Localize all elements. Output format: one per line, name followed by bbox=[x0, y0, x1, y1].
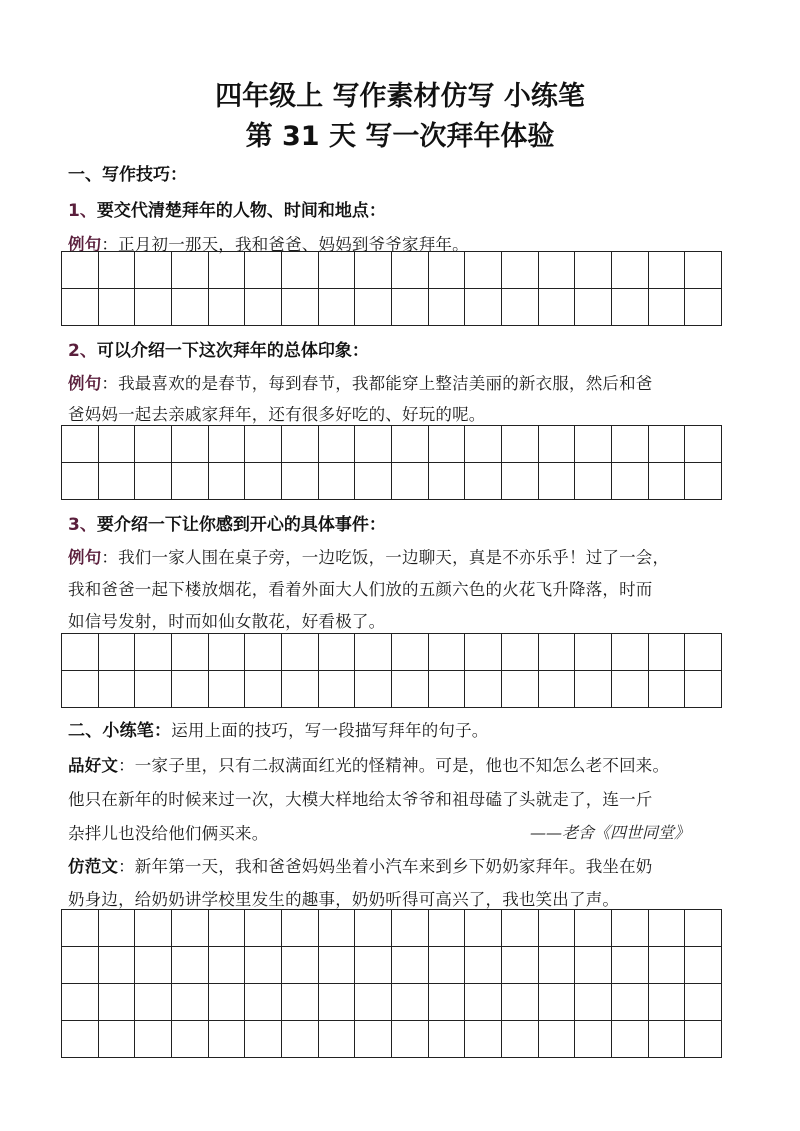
grid-cell[interactable] bbox=[539, 289, 576, 326]
grid-cell[interactable] bbox=[319, 426, 356, 463]
grid-cell[interactable] bbox=[245, 947, 282, 984]
writing-grid-4[interactable] bbox=[61, 909, 722, 1058]
tip2-example-text-1: ：我最喜欢的是春节，每到春节，我都能穿上整洁美丽的新衣服，然后和爸 bbox=[101, 374, 653, 393]
grid-cell[interactable] bbox=[209, 634, 246, 671]
grid-cell[interactable] bbox=[99, 910, 136, 947]
grid-cell[interactable] bbox=[245, 1021, 282, 1058]
grid-cell[interactable] bbox=[612, 289, 649, 326]
grid-cell[interactable] bbox=[502, 463, 539, 500]
grid-cell[interactable] bbox=[245, 426, 282, 463]
grid-cell[interactable] bbox=[575, 910, 612, 947]
grid-cell[interactable] bbox=[392, 426, 429, 463]
grid-row bbox=[62, 947, 722, 984]
grid-cell[interactable] bbox=[62, 463, 99, 500]
grid-cell[interactable] bbox=[319, 671, 356, 708]
grid-cell[interactable] bbox=[172, 463, 209, 500]
tip1-heading bbox=[68, 196, 386, 221]
grid-cell[interactable] bbox=[62, 1021, 99, 1058]
grid-cell[interactable] bbox=[465, 252, 502, 289]
grid-cell[interactable] bbox=[429, 463, 466, 500]
grid-cell[interactable] bbox=[245, 671, 282, 708]
section2-heading-line bbox=[68, 716, 489, 741]
grid-cell[interactable] bbox=[135, 984, 172, 1021]
grid-row bbox=[62, 289, 722, 326]
grid-cell[interactable] bbox=[685, 671, 722, 708]
grid-cell[interactable] bbox=[209, 947, 246, 984]
grid-cell[interactable] bbox=[685, 426, 722, 463]
grid-cell[interactable] bbox=[612, 1021, 649, 1058]
grid-cell[interactable] bbox=[429, 634, 466, 671]
grid-cell[interactable] bbox=[282, 252, 319, 289]
grid-cell[interactable] bbox=[649, 1021, 686, 1058]
grid-cell[interactable] bbox=[502, 1021, 539, 1058]
good-text-line-1 bbox=[68, 752, 669, 776]
grid-cell[interactable] bbox=[245, 910, 282, 947]
grid-cell[interactable] bbox=[649, 463, 686, 500]
grid-cell[interactable] bbox=[612, 426, 649, 463]
grid-cell[interactable] bbox=[502, 671, 539, 708]
grid-cell[interactable] bbox=[465, 671, 502, 708]
grid-cell[interactable] bbox=[465, 947, 502, 984]
grid-cell[interactable] bbox=[245, 289, 282, 326]
grid-cell[interactable] bbox=[685, 463, 722, 500]
grid-cell[interactable] bbox=[245, 463, 282, 500]
good-text-line-2: 他只在新年的时候来过一次，大模大样地给太爷爷和祖母磕了头就走了，连一斤 bbox=[68, 790, 653, 809]
grid-cell[interactable] bbox=[135, 947, 172, 984]
grid-row bbox=[62, 910, 722, 947]
grid-cell[interactable] bbox=[355, 252, 392, 289]
grid-cell[interactable] bbox=[649, 910, 686, 947]
grid-row bbox=[62, 463, 722, 500]
grid-cell[interactable] bbox=[612, 671, 649, 708]
grid-cell[interactable] bbox=[649, 984, 686, 1021]
grid-cell[interactable] bbox=[685, 947, 722, 984]
grid-cell[interactable] bbox=[612, 984, 649, 1021]
grid-cell[interactable] bbox=[319, 634, 356, 671]
grid-cell[interactable] bbox=[575, 671, 612, 708]
grid-cell[interactable] bbox=[502, 289, 539, 326]
grid-cell[interactable] bbox=[685, 984, 722, 1021]
grid-cell[interactable] bbox=[392, 463, 429, 500]
grid-cell[interactable] bbox=[209, 252, 246, 289]
grid-cell[interactable] bbox=[172, 947, 209, 984]
grid-cell[interactable] bbox=[612, 463, 649, 500]
grid-cell[interactable] bbox=[62, 252, 99, 289]
grid-cell[interactable] bbox=[99, 984, 136, 1021]
grid-cell[interactable] bbox=[429, 671, 466, 708]
grid-cell[interactable] bbox=[172, 910, 209, 947]
grid-cell[interactable] bbox=[392, 984, 429, 1021]
grid-cell[interactable] bbox=[429, 426, 466, 463]
grid-cell[interactable] bbox=[649, 252, 686, 289]
grid-cell[interactable] bbox=[355, 634, 392, 671]
grid-cell[interactable] bbox=[135, 252, 172, 289]
grid-cell[interactable] bbox=[319, 252, 356, 289]
grid-cell[interactable] bbox=[172, 984, 209, 1021]
tip3-text: 要介绍一下让你感到开心的具体事件： bbox=[96, 515, 386, 535]
grid-cell[interactable] bbox=[135, 289, 172, 326]
tip2-number: 2、 bbox=[68, 341, 97, 361]
grid-cell[interactable] bbox=[135, 426, 172, 463]
grid-cell[interactable] bbox=[355, 289, 392, 326]
section2-instruction: 运用上面的技巧，写一段描写拜年的句子。 bbox=[171, 721, 489, 740]
grid-cell[interactable] bbox=[685, 634, 722, 671]
tip3-example-line-2: 我和爸爸一起下楼放烟花，看着外面大人们放的五颜六色的火花飞升降落，时而 bbox=[68, 580, 653, 599]
grid-cell[interactable] bbox=[685, 289, 722, 326]
grid-cell[interactable] bbox=[539, 910, 576, 947]
writing-grid-2[interactable] bbox=[61, 425, 722, 500]
grid-cell[interactable] bbox=[649, 634, 686, 671]
grid-cell[interactable] bbox=[319, 947, 356, 984]
tip1-number: 1、 bbox=[68, 201, 97, 221]
tip3-heading bbox=[68, 510, 386, 535]
grid-cell[interactable] bbox=[649, 947, 686, 984]
grid-cell[interactable] bbox=[502, 426, 539, 463]
grid-cell[interactable] bbox=[99, 671, 136, 708]
section1-heading: 一、写作技巧： bbox=[68, 165, 187, 185]
tip3-example-line-1 bbox=[68, 544, 669, 568]
grid-cell[interactable] bbox=[539, 252, 576, 289]
good-text-1: ：一家子里，只有二叔满面红光的怪精神。可是，他也不知怎么老不回来。 bbox=[118, 756, 670, 775]
tip1-example-label: 例句 bbox=[68, 235, 102, 254]
grid-cell[interactable] bbox=[502, 634, 539, 671]
grid-cell[interactable] bbox=[465, 426, 502, 463]
grid-cell[interactable] bbox=[685, 910, 722, 947]
good-text-label: 品好文 bbox=[68, 756, 119, 775]
grid-row bbox=[62, 426, 722, 463]
grid-cell[interactable] bbox=[62, 289, 99, 326]
grid-row bbox=[62, 1021, 722, 1058]
grid-cell[interactable] bbox=[62, 910, 99, 947]
grid-cell[interactable] bbox=[135, 634, 172, 671]
grid-cell[interactable] bbox=[62, 634, 99, 671]
grid-cell[interactable] bbox=[392, 289, 429, 326]
grid-cell[interactable] bbox=[62, 426, 99, 463]
tip3-example-line-3: 如信号发射，时而如仙女散花，好看极了。 bbox=[68, 612, 386, 631]
title-line-1: 四年级上 写作素材仿写 小练笔 bbox=[215, 81, 585, 112]
grid-row bbox=[62, 634, 722, 671]
grid-cell[interactable] bbox=[99, 463, 136, 500]
grid-cell[interactable] bbox=[355, 426, 392, 463]
grid-cell[interactable] bbox=[319, 984, 356, 1021]
section2-heading: 二、小练笔： bbox=[68, 721, 172, 741]
grid-cell[interactable] bbox=[209, 1021, 246, 1058]
tip2-heading bbox=[68, 336, 369, 361]
grid-cell[interactable] bbox=[355, 1021, 392, 1058]
grid-cell[interactable] bbox=[465, 289, 502, 326]
grid-cell[interactable] bbox=[612, 947, 649, 984]
grid-cell[interactable] bbox=[575, 463, 612, 500]
tip2-example-line-2: 爸妈妈一起去亲戚家拜年，还有很多好吃的、好玩的呢。 bbox=[68, 405, 486, 424]
grid-cell[interactable] bbox=[355, 463, 392, 500]
grid-cell[interactable] bbox=[172, 671, 209, 708]
grid-cell[interactable] bbox=[575, 634, 612, 671]
grid-cell[interactable] bbox=[575, 947, 612, 984]
grid-cell[interactable] bbox=[612, 634, 649, 671]
grid-cell[interactable] bbox=[539, 947, 576, 984]
grid-cell[interactable] bbox=[135, 463, 172, 500]
grid-cell[interactable] bbox=[319, 289, 356, 326]
grid-cell[interactable] bbox=[575, 984, 612, 1021]
title-line-2: 第 31 天 写一次拜年体验 bbox=[245, 121, 555, 152]
grid-cell[interactable] bbox=[429, 947, 466, 984]
grid-cell[interactable] bbox=[99, 947, 136, 984]
grid-cell[interactable] bbox=[209, 289, 246, 326]
grid-cell[interactable] bbox=[465, 1021, 502, 1058]
writing-grid-3[interactable] bbox=[61, 633, 722, 708]
grid-cell[interactable] bbox=[539, 634, 576, 671]
grid-cell[interactable] bbox=[539, 984, 576, 1021]
grid-cell[interactable] bbox=[575, 289, 612, 326]
grid-cell[interactable] bbox=[355, 910, 392, 947]
grid-cell[interactable] bbox=[62, 947, 99, 984]
grid-cell[interactable] bbox=[99, 1021, 136, 1058]
good-text-line-3: 杂拌儿也没给他们俩买来。 bbox=[68, 824, 269, 843]
grid-cell[interactable] bbox=[539, 1021, 576, 1058]
model-text-1: ：新年第一天，我和爸爸妈妈坐着小汽车来到乡下奶奶家拜年。我坐在奶 bbox=[118, 857, 653, 876]
grid-cell[interactable] bbox=[282, 947, 319, 984]
grid-cell[interactable] bbox=[539, 463, 576, 500]
grid-cell[interactable] bbox=[429, 984, 466, 1021]
tip3-number: 3、 bbox=[68, 515, 97, 535]
grid-cell[interactable] bbox=[99, 426, 136, 463]
grid-cell[interactable] bbox=[429, 252, 466, 289]
grid-cell[interactable] bbox=[392, 671, 429, 708]
grid-cell[interactable] bbox=[429, 289, 466, 326]
grid-cell[interactable] bbox=[612, 910, 649, 947]
grid-cell[interactable] bbox=[685, 252, 722, 289]
grid-cell[interactable] bbox=[539, 671, 576, 708]
grid-cell[interactable] bbox=[172, 1021, 209, 1058]
grid-cell[interactable] bbox=[282, 910, 319, 947]
grid-cell[interactable] bbox=[392, 910, 429, 947]
grid-cell[interactable] bbox=[575, 252, 612, 289]
tip2-text: 可以介绍一下这次拜年的总体印象： bbox=[96, 341, 369, 361]
grid-cell[interactable] bbox=[282, 463, 319, 500]
grid-cell[interactable] bbox=[282, 634, 319, 671]
grid-cell[interactable] bbox=[282, 1021, 319, 1058]
grid-cell[interactable] bbox=[172, 252, 209, 289]
grid-cell[interactable] bbox=[172, 426, 209, 463]
grid-cell[interactable] bbox=[135, 671, 172, 708]
tip3-example-label: 例句 bbox=[68, 548, 102, 567]
grid-cell[interactable] bbox=[282, 289, 319, 326]
grid-cell[interactable] bbox=[209, 984, 246, 1021]
grid-cell[interactable] bbox=[245, 984, 282, 1021]
writing-grid-1[interactable] bbox=[61, 251, 722, 326]
grid-row bbox=[62, 984, 722, 1021]
grid-cell[interactable] bbox=[209, 463, 246, 500]
grid-cell[interactable] bbox=[209, 426, 246, 463]
grid-cell[interactable] bbox=[392, 947, 429, 984]
source-attribution: ——老舍《四世同堂》 bbox=[530, 823, 691, 842]
grid-cell[interactable] bbox=[465, 463, 502, 500]
grid-cell[interactable] bbox=[62, 984, 99, 1021]
grid-cell[interactable] bbox=[355, 947, 392, 984]
grid-cell[interactable] bbox=[392, 252, 429, 289]
grid-cell[interactable] bbox=[62, 671, 99, 708]
grid-cell[interactable] bbox=[99, 252, 136, 289]
grid-cell[interactable] bbox=[649, 289, 686, 326]
grid-row bbox=[62, 671, 722, 708]
grid-cell[interactable] bbox=[209, 671, 246, 708]
grid-row bbox=[62, 252, 722, 289]
grid-cell[interactable] bbox=[465, 984, 502, 1021]
grid-cell[interactable] bbox=[172, 634, 209, 671]
grid-cell[interactable] bbox=[282, 671, 319, 708]
grid-cell[interactable] bbox=[649, 671, 686, 708]
grid-cell[interactable] bbox=[612, 252, 649, 289]
grid-cell[interactable] bbox=[575, 426, 612, 463]
grid-cell[interactable] bbox=[99, 634, 136, 671]
grid-cell[interactable] bbox=[502, 947, 539, 984]
grid-cell[interactable] bbox=[319, 910, 356, 947]
grid-cell[interactable] bbox=[575, 1021, 612, 1058]
grid-cell[interactable] bbox=[282, 984, 319, 1021]
model-text-label: 仿范文 bbox=[68, 857, 119, 876]
grid-cell[interactable] bbox=[392, 634, 429, 671]
tip2-example-label: 例句 bbox=[68, 374, 102, 393]
tip1-text: 要交代清楚拜年的人物、时间和地点： bbox=[96, 201, 386, 221]
grid-cell[interactable] bbox=[355, 671, 392, 708]
tip2-example-line-1 bbox=[68, 370, 653, 394]
grid-cell[interactable] bbox=[502, 252, 539, 289]
grid-cell[interactable] bbox=[429, 910, 466, 947]
grid-cell[interactable] bbox=[502, 984, 539, 1021]
grid-cell[interactable] bbox=[465, 634, 502, 671]
tip3-example-text-1: ：我们一家人围在桌子旁，一边吃饭，一边聊天，真是不亦乐乎！过了一会， bbox=[101, 548, 670, 567]
model-text-line-1 bbox=[68, 853, 653, 877]
grid-cell[interactable] bbox=[282, 426, 319, 463]
grid-cell[interactable] bbox=[245, 634, 282, 671]
grid-cell[interactable] bbox=[172, 289, 209, 326]
grid-cell[interactable] bbox=[392, 1021, 429, 1058]
grid-cell[interactable] bbox=[429, 1021, 466, 1058]
grid-cell[interactable] bbox=[465, 910, 502, 947]
grid-cell[interactable] bbox=[245, 252, 282, 289]
grid-cell[interactable] bbox=[539, 426, 576, 463]
grid-cell[interactable] bbox=[649, 426, 686, 463]
grid-cell[interactable] bbox=[685, 1021, 722, 1058]
model-text-line-2: 奶身边，给奶奶讲学校里发生的趣事，奶奶听得可高兴了，我也笑出了声。 bbox=[68, 890, 620, 909]
grid-cell[interactable] bbox=[135, 1021, 172, 1058]
grid-cell[interactable] bbox=[355, 984, 392, 1021]
grid-cell[interactable] bbox=[209, 910, 246, 947]
grid-cell[interactable] bbox=[319, 463, 356, 500]
grid-cell[interactable] bbox=[135, 910, 172, 947]
grid-cell[interactable] bbox=[99, 289, 136, 326]
grid-cell[interactable] bbox=[319, 1021, 356, 1058]
grid-cell[interactable] bbox=[502, 910, 539, 947]
tip1-example-text: ：正月初一那天，我和爸爸、妈妈到爷爷家拜年。 bbox=[101, 235, 469, 254]
